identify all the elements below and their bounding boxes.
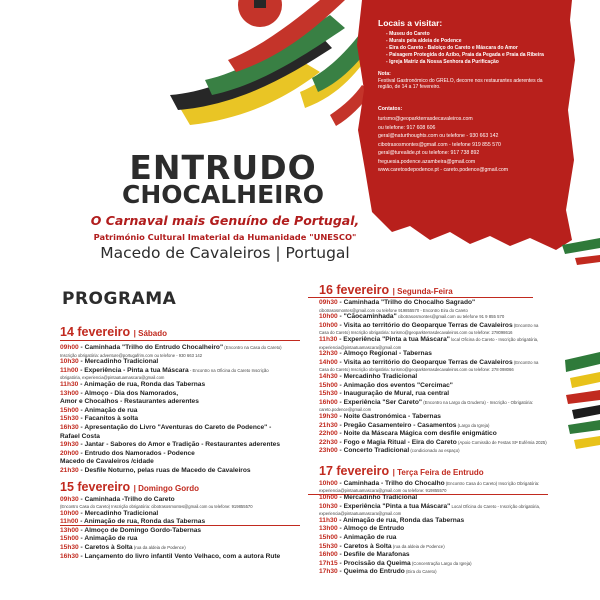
event-row	[60, 381, 305, 390]
event-row	[319, 447, 569, 456]
event-note: Casa do Careto) Inscrição obrigatória: turismo@geoparkterrasdecavaleiros.com ou telefone: 278098616	[319, 330, 513, 336]
event-row	[319, 430, 569, 439]
contact-line[interactable]: geral@turealide.pt ou telefone: 917 738 892	[378, 150, 480, 156]
day-date: 15 fevereiro	[60, 479, 131, 494]
event-description: - Animação de rua, Ronda das Tabernas	[80, 518, 206, 526]
subtitle-location: Macedo de Cavaleiros | Portugal	[100, 244, 350, 262]
event-note: Casa do Careto) Inscrição obrigatória: turismo@geoparkterrasdecavaleiros.com ou telefone: 278 098066	[319, 367, 514, 373]
event-row	[60, 424, 305, 433]
title-line-2: CHOCALHEIRO	[122, 180, 324, 209]
event-time: 13h00	[60, 526, 79, 534]
event-description: - Almoço de Entrudo	[339, 525, 405, 533]
event-row	[60, 450, 305, 459]
event-time: 15h30	[60, 544, 79, 552]
event-description: - Experiência "Ser Careto"	[339, 398, 423, 406]
event-time: 11h30	[319, 516, 338, 524]
event-description: - Concerto Tradicional	[339, 447, 410, 455]
event-note: experiencia@pintaatuamascara@gmail.com	[319, 344, 402, 350]
event-description: Amor e Chocalhos - Restaurantes aderentes	[60, 398, 199, 406]
event-row	[319, 480, 569, 489]
day-heading	[319, 283, 569, 297]
contact-line[interactable]: cibotrasosmontes@gmail.com - telefone 919 855 570	[378, 141, 501, 148]
event-note: cibotrasosmontes@gmail.com ou telefone 91 9 855 570	[396, 314, 505, 320]
event-description: - Visita ao território do Geoparque Terras de Cavaleiros	[339, 358, 513, 366]
event-description: - Queima do Entrudo	[339, 568, 405, 576]
event-description: - Caminhada -Trilho do Careto	[80, 495, 175, 503]
event-time: 19h30	[319, 412, 338, 420]
event-note: (Encontro Casa do Careto) Inscrição Obrigatória:	[444, 480, 540, 486]
event-row	[319, 350, 569, 359]
event-description: - Noite da Máscara Mágica com desfile enigmático	[339, 430, 497, 438]
event-description: - Desfile Noturno, pelas ruas de Macedo de Cavaleiros	[80, 466, 251, 474]
event-time: 14h00	[319, 358, 338, 366]
event-note: obrigatória, experiencia@pintaatuamascara@gmail.com	[60, 375, 165, 381]
event-time: 10h30	[60, 358, 79, 366]
event-time: 11h30	[319, 335, 338, 343]
event-note: local Oficina do Careto - Inscrição obrigatória,	[449, 336, 539, 342]
event-description: - Pregão Casamenteiro - Casamentos	[339, 421, 457, 429]
locais-panel	[378, 18, 558, 175]
event-time: 22h00	[319, 430, 338, 438]
event-time: 21h30	[60, 466, 79, 474]
event-row	[60, 367, 305, 376]
event-row	[60, 496, 305, 505]
event-note: (Largo da Igreja)	[456, 422, 490, 428]
event-description: - Jantar - Sabores do Amor e Tradição - Restaurantes aderentes	[80, 441, 281, 449]
event-row	[319, 517, 569, 526]
event-time: 15h00	[319, 381, 338, 389]
day-weekday: | Domingo Gordo	[133, 483, 200, 493]
event-time: 15h00	[319, 534, 338, 542]
event-time: 19h30	[60, 441, 79, 449]
programa-heading: PROGRAMA	[62, 289, 177, 309]
event-note: (Encontro Casa do Careto) Inscrição obrigatória: cibotrasosmontes@gmail.com ou telefone: 919855570	[60, 504, 253, 510]
event-row	[319, 494, 569, 503]
event-description: - Animação de rua	[80, 535, 138, 543]
event-time: 15h30	[60, 415, 79, 423]
event-description: - "Cãocaminhada"	[339, 313, 397, 321]
event-time: 11h00	[60, 366, 79, 374]
event-row	[319, 313, 569, 322]
event-description: - Lançamento do livro infantil Vento Velhaco, com a autora Rute	[80, 552, 281, 560]
event-time: 21h30	[319, 421, 338, 429]
event-list	[319, 299, 569, 456]
contact-line[interactable]: www.caretosdepodence.pt - careto.podence@gmail.com	[378, 167, 509, 173]
event-description: - Desfile de Marafonas	[339, 551, 410, 559]
event-time: 16h30	[60, 552, 79, 560]
event-description: - Facanitos à solta	[80, 415, 139, 423]
event-description: - Noite Gastronómica - Tabernas	[339, 412, 441, 420]
event-note: (Concentração Largo da Igreja)	[410, 560, 472, 566]
event-description: - Procissão da Queima	[339, 559, 411, 567]
event-time: 15h30	[319, 542, 338, 550]
programa-right-column	[319, 283, 569, 577]
event-description: - Inauguração de Mural, rua central	[339, 390, 450, 398]
event-row	[60, 407, 305, 416]
event-description: - Experiência "Pinta a tua Máscara"	[339, 335, 450, 343]
day-weekday: | Sábado	[133, 329, 168, 338]
event-list	[60, 344, 305, 476]
event-description: - Experiência "Pinta a tua Máscara"	[339, 502, 451, 510]
event-note: cibotrasosmontes@gmail.com ou telefone 919855570 - Encontro Eira do Careto	[319, 307, 468, 313]
event-row	[319, 503, 569, 512]
event-time: 13h00	[319, 525, 338, 533]
day-weekday: | Segunda-Feira	[392, 287, 453, 296]
event-note: Local Oficina do Careto - Inscrição obrigatória,	[450, 503, 541, 509]
event-note: (Encontro na Casa do Careto)	[223, 345, 282, 350]
event-time: 16h00	[319, 398, 338, 406]
event-note: experiencia@pintaatuamascara@gmail.com	[319, 511, 402, 517]
event-row	[60, 518, 305, 527]
event-description: - Mercadinho Tradicional	[80, 509, 159, 517]
event-time: 23h00	[319, 447, 338, 455]
nota	[378, 71, 558, 91]
event-description: - Animação dos eventos "Cercimac"	[339, 381, 453, 389]
day-heading	[319, 464, 569, 478]
event-row	[319, 413, 569, 422]
locais-item: - Paisagem Protegida do Azibo, Praia da Pegada e Praia da Ribeira	[386, 52, 558, 59]
contatos	[378, 105, 558, 175]
event-time: 15h30	[319, 390, 338, 398]
event-time: 13h00	[60, 389, 79, 397]
event-list	[319, 480, 569, 577]
day-weekday: | Terça Feira de Entrudo	[392, 467, 484, 477]
event-description: - Almoço de Domingo Gordo-Tabernas	[80, 526, 202, 534]
event-time: 10h00	[319, 313, 338, 321]
event-note: - Encontro na Oficina do Careto Inscrição	[188, 367, 269, 373]
locais-item: - Museu do Careto	[386, 31, 558, 38]
event-row	[60, 535, 305, 544]
event-description: Macedo de Cavaleiros /cidade	[60, 458, 154, 466]
day-block	[319, 283, 569, 456]
event-time: 15h00	[60, 406, 79, 414]
event-description: - Animação de rua	[339, 534, 397, 542]
event-note: (Apoio Comissão de Festas Stª Eufémia 2025)	[456, 439, 547, 445]
event-description: - Caminhada - Trilho do Chocalho	[339, 479, 445, 487]
event-list	[60, 496, 305, 562]
event-note: (condicionado ao espaço)	[409, 448, 460, 454]
day-block	[60, 480, 305, 562]
event-note: (Eira do Careto)	[404, 569, 437, 575]
contact-line[interactable]: turismo@geoparkterrasdecavaleiros.com	[378, 116, 473, 122]
event-time: 09h30	[60, 495, 79, 503]
event-time: 10h30	[319, 502, 338, 510]
event-time: 10h00	[60, 509, 79, 517]
event-note: (Encontro na Largo da Gruderra) - Inscrição - Obrigatória:	[422, 399, 534, 405]
locais-list	[378, 31, 558, 66]
event-row	[60, 390, 305, 399]
event-row	[319, 568, 569, 577]
contact-line[interactable]: freguesia.podence.azambeira@gmail.com	[378, 158, 476, 165]
event-time: 16h30	[60, 423, 79, 431]
day-block	[319, 464, 569, 577]
day-block	[60, 325, 305, 476]
event-row	[60, 398, 305, 407]
day-heading	[60, 325, 305, 339]
locais-item: - Eira do Careto - Baloiço do Careto e Máscara do Amor	[386, 45, 558, 52]
event-time: 17h30	[319, 568, 338, 576]
event-description: - Almoço - Dia dos Namorados,	[80, 389, 179, 397]
event-description: - Animação de rua, Ronda das Tabernas	[339, 516, 465, 524]
contact-line: ou telefone: 917 608 606	[378, 124, 436, 131]
event-time: 09h00	[60, 344, 79, 351]
event-row	[319, 422, 569, 431]
programa-left-column	[60, 325, 305, 561]
event-time: 15h00	[60, 535, 79, 543]
contatos-label: Contatos:	[378, 105, 403, 112]
title-line-1: ENTRUDO	[129, 148, 317, 187]
event-description: - Caminhada "Trilho do Chocalho Sagrado"	[339, 299, 476, 306]
event-time: 11h30	[60, 380, 79, 388]
event-description: - Mercadinho Tradicional	[80, 358, 159, 366]
event-note: (rua da aldeia de Podence)	[391, 543, 445, 549]
event-time: 14h30	[319, 372, 338, 380]
event-time: 16h00	[319, 551, 338, 559]
event-row	[60, 415, 305, 424]
event-row	[60, 527, 305, 536]
event-row	[319, 439, 569, 448]
event-description: - Animação de rua, Ronda das Tabernas	[80, 380, 206, 388]
event-description: Rafael Costa	[60, 432, 100, 440]
event-row	[60, 433, 305, 442]
event-row	[319, 299, 569, 308]
event-row	[60, 344, 305, 353]
event-row	[319, 359, 569, 368]
event-time: 17h15	[319, 559, 338, 567]
subtitle-unesco: Património Cultural Imaterial da Humanidade "UNESCO"	[93, 232, 357, 242]
event-description: - Mercadinho Tradicional	[339, 494, 418, 502]
event-row	[60, 458, 305, 467]
event-row	[319, 322, 569, 331]
locais-item: - Igreja Matriz da Nossa Senhora da Purificação	[386, 59, 558, 66]
event-note: experiencia@pintaatuamascara@gmail.com ou telefone: 919855570	[319, 488, 447, 494]
contact-line[interactable]: geral@naturthoughts.com ou telefone - 930 663 142	[378, 133, 499, 139]
nota-label: Nota:	[378, 71, 391, 77]
day-date: 16 fevereiro	[319, 283, 390, 297]
event-row	[319, 373, 569, 382]
event-description: - Caretos à Solta	[339, 542, 392, 550]
event-description: - Mercadinho Tradicional	[339, 372, 418, 380]
event-time: 12h30	[319, 350, 338, 358]
event-description: - Entrudo dos Namorados - Podence	[80, 449, 195, 457]
event-note: (Encontro na	[512, 322, 539, 328]
event-description: - Caretos à Solta	[80, 544, 133, 552]
event-description: - Apresentação do Livro "Aventuras do Careto de Podence" -	[80, 423, 272, 431]
event-time: 20h00	[60, 449, 79, 457]
event-time: 09h30	[319, 299, 338, 306]
event-row	[319, 382, 569, 391]
event-row	[60, 544, 305, 553]
event-row	[319, 336, 569, 345]
event-description: - Almoço Regional - Tabernas	[339, 350, 432, 358]
event-row	[319, 399, 569, 408]
event-description: - Animação de rua	[80, 406, 138, 414]
event-row	[319, 543, 569, 552]
locais-item: - Murais pela aldeia de Podence	[386, 38, 558, 45]
event-row	[60, 358, 305, 367]
event-time: 11h00	[60, 518, 79, 526]
event-row	[60, 553, 305, 562]
event-note: (rua da aldeia de Podence)	[132, 545, 186, 551]
event-row	[319, 390, 569, 399]
event-description: - Visita ao território do Geoparque Terras de Cavaleiros	[339, 321, 513, 329]
event-row	[60, 441, 305, 450]
event-time: 22h30	[319, 438, 338, 446]
event-row	[319, 534, 569, 543]
event-row	[60, 510, 305, 519]
event-note: careto.podence@gmail.com	[319, 407, 372, 413]
day-date: 17 fevereiro	[319, 463, 390, 478]
event-row	[319, 525, 569, 534]
event-note: (Encontro na	[512, 359, 539, 365]
event-description: - Experiência - Pinta a tua Máscara	[80, 366, 189, 374]
event-time: 10h00	[319, 479, 338, 487]
event-note: Inscrição obrigatória: adventure@portugafrim.com ou telefone - 930 663 142	[60, 352, 203, 358]
event-row	[319, 551, 569, 560]
locais-heading: Locais a visitar:	[378, 18, 443, 28]
event-description: - Fogo e Magia Ritual - Eira do Careto	[339, 438, 457, 446]
event-time: 10h00	[319, 321, 338, 329]
subtitle-tagline: O Carnaval mais Genuíno de Portugal,	[90, 213, 360, 228]
day-heading	[60, 480, 305, 494]
day-date: 14 fevereiro	[60, 325, 131, 339]
event-description: - Caminhada "Trilho do Entrudo Chocalheiro"	[80, 344, 224, 351]
event-row	[319, 560, 569, 569]
nota-text: Festival Gastronómico do GRELO, decorre nos restaurantes aderentes da região, de 14 a 17 fevereiro.	[378, 77, 543, 90]
event-time: 10h00	[319, 494, 338, 502]
event-row	[60, 467, 305, 476]
